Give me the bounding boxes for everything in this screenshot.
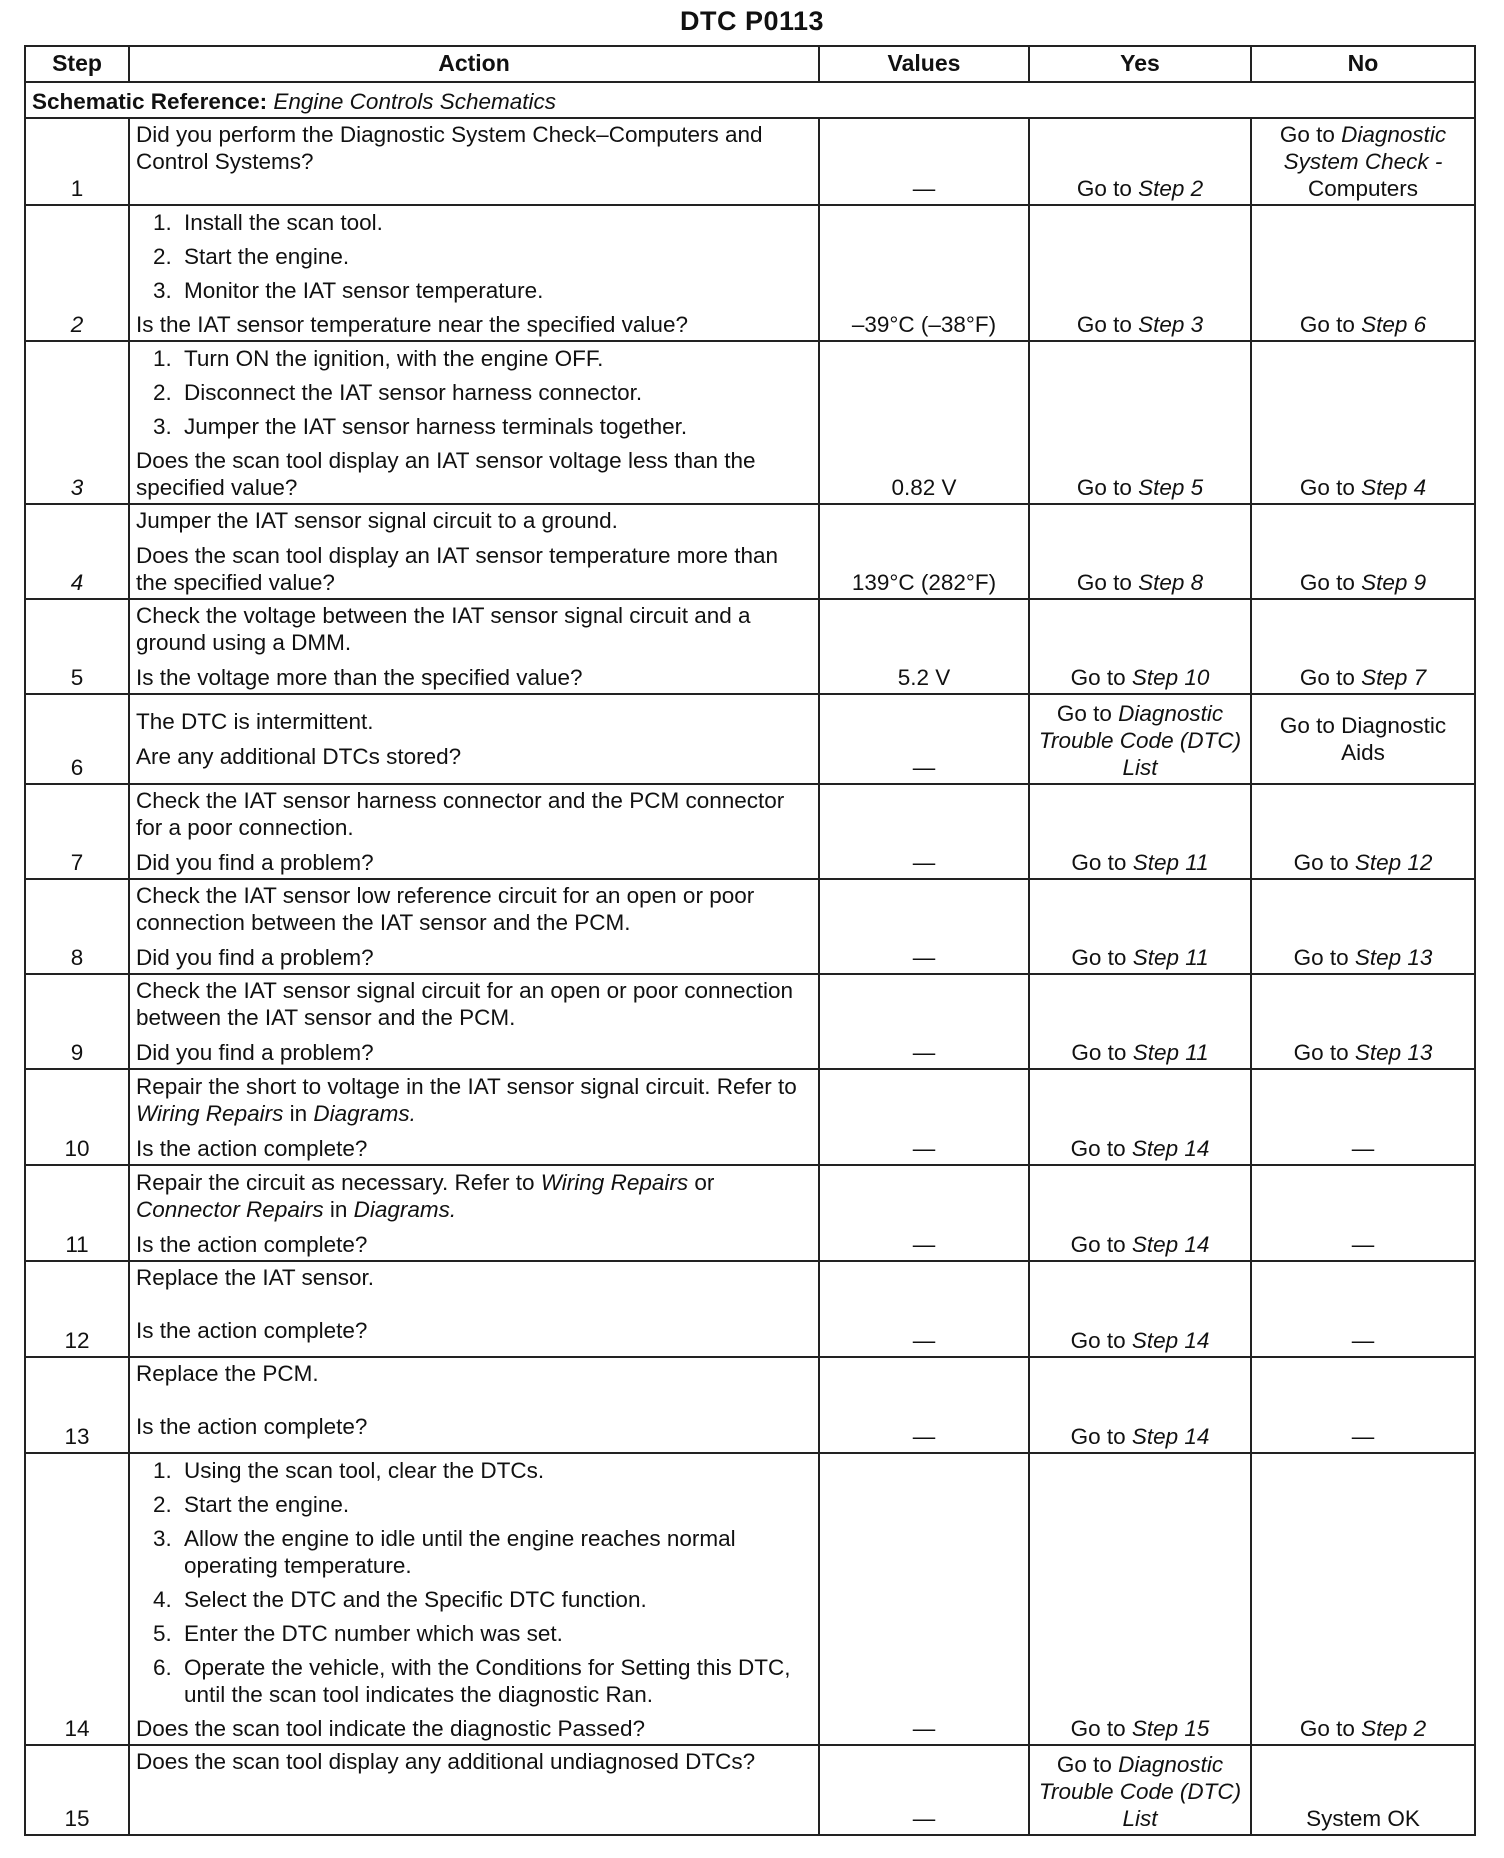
action-question: Does the scan tool display an IAT sensor temperature more than the specified value? [136,543,779,595]
action-text: Check the IAT sensor harness connector and the PCM connector for a poor connection. [136,788,785,840]
action-text-part: Repair the circuit as necessary. Refer to [136,1170,535,1195]
yes-prefix: Go to [1076,176,1132,201]
yes-ref: Step 11 [1132,1040,1209,1065]
value-cell: 5.2 V [819,599,1029,694]
yes-prefix: Go to [1076,570,1132,595]
step-number: 12 [25,1261,129,1357]
action-cell [129,784,819,879]
action-text-part: in [289,1101,308,1126]
yes-prefix: Go to [1070,1424,1126,1449]
list-item: 3. Jumper the IAT sensor harness terminals together. [178,413,812,440]
action-text [136,1169,812,1223]
no-cell [1251,879,1475,974]
action-question: Is the action complete? [136,1136,368,1161]
spacer [136,1387,812,1413]
table-row [25,1745,1475,1835]
action-cell [129,1745,819,1835]
yes-cell [1029,694,1251,784]
yes-ref: Step 2 [1138,176,1204,201]
value-cell: 139°C (282°F) [819,504,1029,599]
action-question: Are any additional DTCs stored? [136,744,462,769]
table-row [25,974,1475,1069]
yes-cell [1029,599,1251,694]
action-cell [129,1453,819,1745]
header-step: Step [25,46,129,82]
action-cell [129,1069,819,1165]
yes-ref: Step 14 [1131,1136,1210,1161]
yes-cell [1029,205,1251,341]
step-number: 2 [25,205,129,341]
no-cell [1251,599,1475,694]
yes-prefix: Go to [1076,475,1132,500]
action-cell [129,1357,819,1453]
action-ref: Wiring Repairs [136,1101,284,1126]
no-ref: Step 9 [1361,570,1427,595]
yes-cell [1029,1357,1251,1453]
no-cell: — [1251,1357,1475,1453]
no-cell: — [1251,1261,1475,1357]
action-text-part: in [329,1197,348,1222]
step-number: 6 [25,694,129,784]
action-cell [129,1165,819,1261]
no-ref: Step 2 [1361,1716,1427,1741]
list-item: 3. Allow the engine to idle until the engine reaches normal operating temperature. [178,1525,812,1579]
action-cell [129,341,819,504]
no-cell: — [1251,1069,1475,1165]
no-suffix: Computers [1307,176,1419,201]
no-prefix: Go to [1293,945,1349,970]
table-row [25,694,1475,784]
action-cell [129,879,819,974]
yes-ref: Step 10 [1131,665,1210,690]
action-cell [129,974,819,1069]
yes-cell [1029,1165,1251,1261]
value-cell: — [819,1357,1029,1453]
step-number: 7 [25,784,129,879]
no-cell: System OK [1251,1745,1475,1835]
table-row [25,341,1475,504]
step-number: 5 [25,599,129,694]
action-text: Replace the PCM. [136,1361,319,1386]
step-number: 4 [25,504,129,599]
table-row [25,504,1475,599]
action-list [136,209,812,304]
yes-ref: Diagnostic Trouble Code (DTC) List [1038,1752,1242,1831]
yes-ref: Step 11 [1132,945,1209,970]
yes-prefix: Go to [1070,1136,1126,1161]
action-list [136,345,812,440]
no-cell: Go to Diagnostic Aids [1251,694,1475,784]
value-cell: — [819,1165,1029,1261]
step-number: 10 [25,1069,129,1165]
step-number: 11 [25,1165,129,1261]
value-cell: — [819,1261,1029,1357]
step-number: 15 [25,1745,129,1835]
action-text [136,1073,812,1127]
no-ref: Diagnostic System Check - [1283,122,1447,174]
yes-ref: Step 5 [1138,475,1204,500]
no-ref: Step 6 [1361,312,1427,337]
no-cell [1251,1453,1475,1745]
list-item: 1. Turn ON the ignition, with the engine OFF. [178,345,812,372]
no-ref: Step 7 [1361,665,1427,690]
list-item: 1. Install the scan tool. [178,209,812,236]
table-header-row [25,46,1475,82]
schematic-row [25,82,1475,118]
list-item: 2. Start the engine. [178,1491,812,1518]
no-cell: — [1251,1165,1475,1261]
no-prefix: Go to [1299,475,1355,500]
step-number: 14 [25,1453,129,1745]
table-row [25,1069,1475,1165]
no-prefix: Go to [1299,1716,1355,1741]
action-text: The DTC is intermittent. [136,709,374,734]
no-prefix: Go to [1293,850,1349,875]
action-cell [129,694,819,784]
action-text-part: or [694,1170,715,1195]
yes-prefix: Go to [1070,1232,1126,1257]
action-text: Check the IAT sensor low reference circuit for an open or poor connection between the IAT sensor and the PCM. [136,883,755,935]
step-number: 9 [25,974,129,1069]
table-row [25,1165,1475,1261]
table-row [25,784,1475,879]
yes-prefix: Go to [1071,1040,1127,1065]
dtc-table [24,45,1476,1836]
schematic-link: Engine Controls Schematics [273,89,557,114]
action-text: Jumper the IAT sensor signal circuit to a ground. [136,508,618,533]
table-row [25,1261,1475,1357]
action-text: Check the IAT sensor signal circuit for an open or poor connection between the IAT sensor and the PCM. [136,978,794,1030]
yes-prefix: Go to [1056,701,1112,726]
action-ref: Wiring Repairs [540,1170,689,1195]
table-row [25,1357,1475,1453]
yes-ref: Step 3 [1138,312,1204,337]
action-question: Did you find a problem? [136,945,374,970]
value-cell: — [819,1453,1029,1745]
yes-prefix: Go to [1076,312,1132,337]
value-cell: — [819,1745,1029,1835]
table-row [25,205,1475,341]
step-number: 8 [25,879,129,974]
yes-ref: Step 14 [1131,1424,1210,1449]
schematic-reference [25,82,1475,118]
value-cell: — [819,118,1029,205]
yes-cell [1029,1069,1251,1165]
list-item: 3. Monitor the IAT sensor temperature. [178,277,812,304]
no-prefix: Go to [1299,570,1355,595]
table-row [25,118,1475,205]
list-item: 6. Operate the vehicle, with the Conditions for Setting this DTC, until the scan tool indicates the diagnostic Ran. [178,1654,812,1708]
no-ref: Step 12 [1354,850,1433,875]
list-item: 2. Disconnect the IAT sensor harness connector. [178,379,812,406]
action-cell [129,205,819,341]
yes-prefix: Go to [1071,945,1127,970]
yes-cell [1029,879,1251,974]
yes-cell [1029,1261,1251,1357]
table-row [25,879,1475,974]
action-question: Does the scan tool display an IAT sensor voltage less than the specified value? [136,448,756,500]
action-text: Check the voltage between the IAT sensor signal circuit and a ground using a DMM. [136,603,751,655]
no-cell [1251,504,1475,599]
header-yes: Yes [1029,46,1251,82]
action-question: Did you find a problem? [136,850,374,875]
page-title: DTC P0113 [679,6,825,36]
yes-prefix: Go to [1070,1328,1126,1353]
action-cell [129,1261,819,1357]
action-question: Is the IAT sensor temperature near the specified value? [136,312,688,337]
action-question: Is the voltage more than the specified value? [136,665,583,690]
no-cell [1251,784,1475,879]
yes-cell [1029,118,1251,205]
value-cell: 0.82 V [819,341,1029,504]
list-item: 1. Using the scan tool, clear the DTCs. [178,1457,812,1484]
yes-ref: Step 15 [1131,1716,1210,1741]
value-cell: — [819,879,1029,974]
yes-cell [1029,784,1251,879]
yes-prefix: Go to [1056,1752,1112,1777]
value-cell: –39°C (–38°F) [819,205,1029,341]
action-ref: Diagrams. [353,1197,457,1222]
yes-cell [1029,1745,1251,1835]
yes-ref: Step 8 [1138,570,1204,595]
header-no: No [1251,46,1475,82]
action-ref: Diagrams. [313,1101,416,1126]
no-cell [1251,205,1475,341]
yes-ref: Step 11 [1132,850,1209,875]
yes-prefix: Go to [1070,1716,1126,1741]
no-ref: Step 13 [1354,1040,1433,1065]
no-ref: Step 4 [1361,475,1427,500]
yes-ref: Step 14 [1131,1328,1210,1353]
yes-cell [1029,974,1251,1069]
action-question: Did you perform the Diagnostic System Check–Computers and Control Systems? [136,122,763,174]
yes-ref: Diagnostic Trouble Code (DTC) List [1038,701,1242,780]
action-text: Replace the IAT sensor. [136,1265,375,1290]
action-ref: Connector Repairs [136,1197,324,1222]
no-prefix: Go to [1279,122,1335,147]
step-number: 13 [25,1357,129,1453]
no-prefix: Go to [1299,665,1355,690]
schematic-label: Schematic Reference: [32,89,268,114]
table-row [25,599,1475,694]
spacer [136,1291,812,1317]
action-list [136,1457,812,1708]
header-action: Action [129,46,819,82]
action-cell [129,599,819,694]
list-item: 2. Start the engine. [178,243,812,270]
action-question: Is the action complete? [136,1318,368,1343]
action-cell [129,504,819,599]
no-prefix: Go to [1299,312,1355,337]
step-number: 1 [25,118,129,205]
action-question: Does the scan tool display any additional undiagnosed DTCs? [136,1749,756,1774]
value-cell: — [819,974,1029,1069]
action-question: Is the action complete? [136,1232,368,1257]
yes-cell [1029,504,1251,599]
list-item: 5. Enter the DTC number which was set. [178,1620,812,1647]
list-item: 4. Select the DTC and the Specific DTC function. [178,1586,812,1613]
action-text-part: Repair the short to voltage in the IAT sensor signal circuit. Refer to [136,1074,797,1099]
no-cell [1251,341,1475,504]
value-cell: — [819,784,1029,879]
yes-prefix: Go to [1070,665,1126,690]
no-cell [1251,118,1475,205]
yes-cell [1029,341,1251,504]
value-cell: — [819,1069,1029,1165]
no-ref: Step 13 [1354,945,1433,970]
no-cell [1251,974,1475,1069]
table-row [25,1453,1475,1745]
no-prefix: Go to [1293,1040,1349,1065]
action-cell [129,118,819,205]
step-number: 3 [25,341,129,504]
action-question: Did you find a problem? [136,1040,374,1065]
action-question: Does the scan tool indicate the diagnostic Passed? [136,1716,646,1741]
value-cell: — [819,694,1029,784]
yes-ref: Step 14 [1131,1232,1210,1257]
yes-cell [1029,1453,1251,1745]
header-values: Values [819,46,1029,82]
yes-prefix: Go to [1071,850,1127,875]
action-question: Is the action complete? [136,1414,368,1439]
